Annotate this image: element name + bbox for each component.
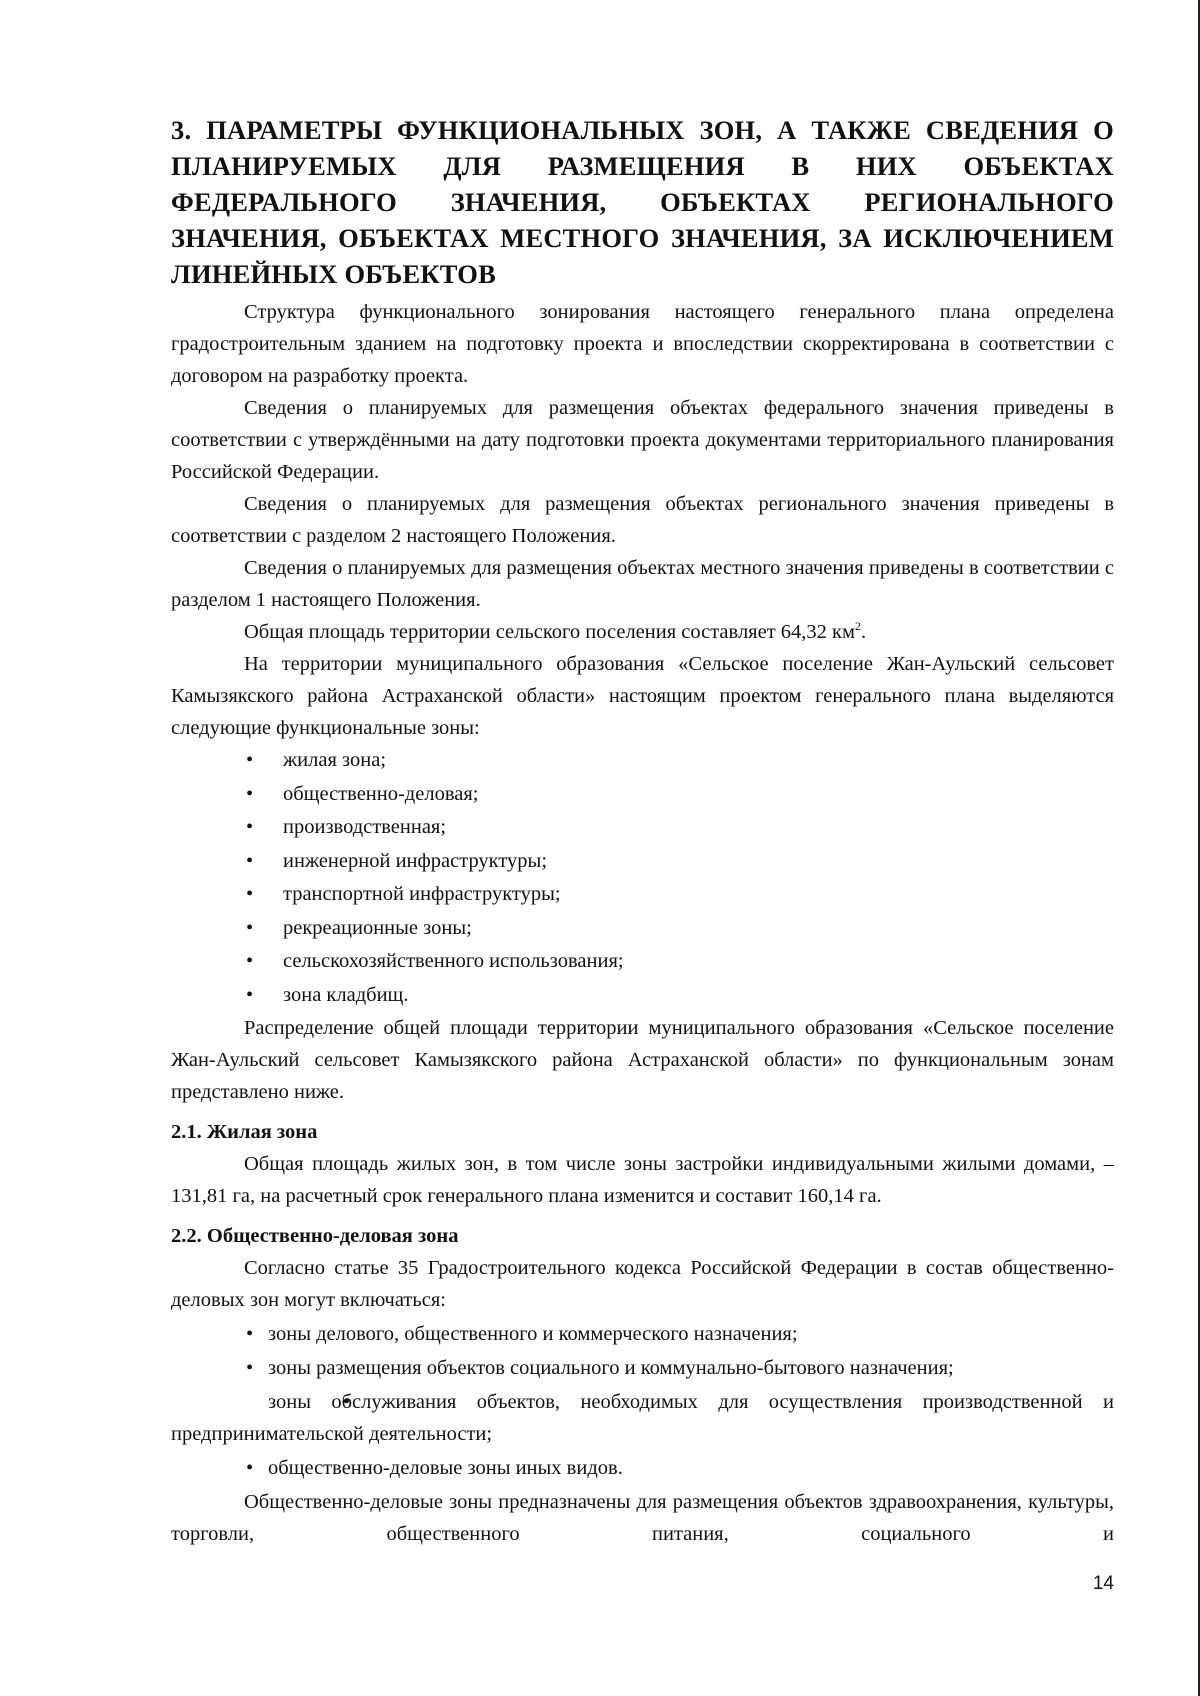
list-item: • сельскохозяйственного использования; bbox=[244, 945, 1114, 979]
list-item: • зоны обслуживания объектов, необходимых для осуществления производственной и предпринимательской деятельности; bbox=[171, 1386, 1114, 1450]
list-item: • инженерной инфраструктуры; bbox=[244, 845, 1114, 879]
paragraph-public-business-purpose: Общественно-деловые зоны предназначены для размещения объектов здравоохранения, культуры, торговли, общественного питания, социального и bbox=[171, 1491, 1114, 1545]
paragraph-zones-intro: На территории муниципального образования «Сельское поселение Жан-Аульский сельсовет Камызякского района Астраханской области» настоящим проектом генерального плана выделяются следующие функциональные зоны: bbox=[171, 653, 1114, 739]
list-item: • рекреационные зоны; bbox=[244, 912, 1114, 946]
paragraph-residential: Общая площадь жилых зон, в том числе зоны застройки индивидуальными жилыми домами, – 131,81 га, на расчетный срок генерального плана изменится и составит 160,14 га. bbox=[171, 1153, 1114, 1207]
list-item: • транспортной инфраструктуры; bbox=[244, 878, 1114, 912]
list-item: • зона кладбищ. bbox=[244, 979, 1114, 1013]
list-item: • производственная; bbox=[244, 811, 1114, 845]
list-item: • общественно-деловые зоны иных видов. bbox=[244, 1452, 1114, 1484]
subheading-public-business: 2.2. Общественно-деловая зона bbox=[171, 1225, 459, 1247]
area-text: Общая площадь территории сельского поселения составляет 64,32 км bbox=[244, 621, 855, 643]
list-item: • общественно-деловая; bbox=[244, 778, 1114, 812]
paragraph-structure: Структура функционального зонирования настоящего генерального плана определена градостроительным зданием на подготовку проекта и впоследствии скорректирована в соответствии с договором на разработку проекта. bbox=[171, 301, 1114, 387]
area-unit-superscript: 2 bbox=[854, 619, 861, 634]
list-item: • жилая зона; bbox=[244, 744, 1114, 778]
zones-list bbox=[171, 744, 1114, 1012]
paragraph-local: Сведения о планируемых для размещения объектах местного значения приведены в соответствии с разделом 1 настоящего Положения. bbox=[171, 557, 1114, 611]
page-number: 14 bbox=[1092, 1573, 1114, 1594]
paragraph-public-business-intro: Согласно статье 35 Градостроительного кодекса Российской Федерации в состав общественно-деловых зон могут включаться: bbox=[171, 1257, 1114, 1311]
public-business-list bbox=[171, 1318, 1114, 1484]
section-heading: 3. ПАРАМЕТРЫ ФУНКЦИОНАЛЬНЫХ ЗОН, А ТАКЖЕ СВЕДЕНИЯ О ПЛАНИРУЕМЫХ ДЛЯ РАЗМЕЩЕНИЯ В НИХ ОБЪЕКТАХ ФЕДЕРАЛЬНОГО ЗНАЧЕНИЯ, ОБЪЕКТАХ РЕГИОНАЛЬНОГО ЗНАЧЕНИЯ, ОБЪЕКТАХ МЕСТНОГО ЗНАЧЕНИЯ, ЗА ИСКЛЮЧЕНИЕМ ЛИНЕЙНЫХ ОБЪЕКТОВ bbox=[171, 115, 1114, 289]
subheading-residential: 2.1. Жилая зона bbox=[171, 1121, 318, 1143]
list-item: • зоны делового, общественного и коммерческого назначения; bbox=[244, 1318, 1114, 1350]
paragraph-area bbox=[171, 616, 1114, 648]
list-item: • зоны размещения объектов социального и коммунально-бытового назначения; bbox=[244, 1352, 1114, 1384]
area-end: . bbox=[860, 621, 867, 643]
paragraph-federal: Сведения о планируемых для размещения объектах федерального значения приведены в соответствии с утверждёнными на дату подготовки проекта документами территориального планирования Российской Федерации. bbox=[171, 397, 1114, 483]
paragraph-distribution: Распределение общей площади территории муниципального образования «Сельское поселение Жан-Аульский сельсовет Камызякского района Астраханской области» по функциональным зонам представлено ниже. bbox=[171, 1017, 1114, 1103]
paragraph-regional: Сведения о планируемых для размещения объектах регионального значения приведены в соответствии с разделом 2 настоящего Положения. bbox=[171, 493, 1114, 547]
